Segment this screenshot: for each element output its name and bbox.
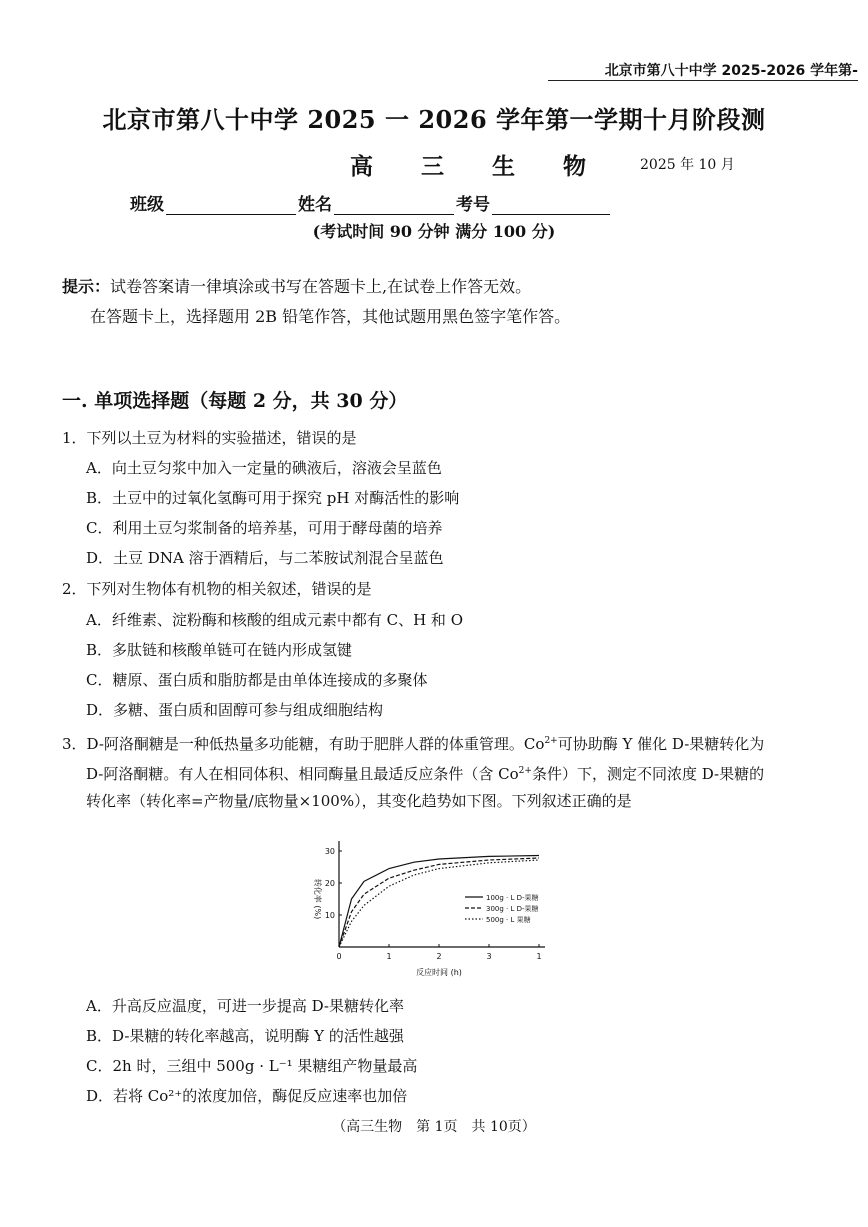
question-1-option-c: C．利用土豆匀浆制备的培养基，可用于酵母菌的培养 xyxy=(86,519,443,537)
question-3-stem-line-3: 转化率（转化率=产物量/底物量×100%），其变化趋势如下图。下列叙述正确的是 xyxy=(86,792,632,810)
question-1-stem: 1．下列以土豆为材料的实验描述，错误的是 xyxy=(62,429,357,447)
question-2-option-b: B．多肽链和核酸单链可在链内形成氢键 xyxy=(86,641,353,659)
y-axis-label: 转化率 (%) xyxy=(313,878,322,920)
legend-label-2: 300g · L D-果糖 xyxy=(486,905,539,913)
conversion-rate-chart xyxy=(305,835,565,980)
y-tick-label: 10 xyxy=(324,911,335,920)
x-tick-label: 2 xyxy=(436,952,442,961)
x-tick-label: 0 xyxy=(336,952,342,961)
number-blank xyxy=(492,196,610,215)
notice xyxy=(62,272,570,332)
legend-label-3: 500g · L 果糖 xyxy=(486,916,531,924)
header-divider xyxy=(548,80,858,81)
y-tick-label: 30 xyxy=(324,847,335,856)
question-3-stem-line-1: 3．D-阿洛酮糖是一种低热量多功能糖，有助于肥胖人群的体重管理。$Co^{2+}$可协助酶 Y 催化 D-果糖转化为 xyxy=(62,735,765,753)
legend-label-1: 100g · L D-果糖 xyxy=(486,894,539,902)
y-tick-label: 20 xyxy=(324,879,335,888)
question-2-option-c: C．糖原、蛋白质和脂肪都是由单体连接成的多聚体 xyxy=(86,671,428,689)
x-axis-label: 反应时间 (h) xyxy=(416,968,462,977)
name-blank xyxy=(334,196,454,215)
question-2-option-a: A．纤维素、淀粉酶和核酸的组成元素中都有 C、H 和 O xyxy=(86,611,463,629)
notice-line-1: 提示：试卷答案请一律填涂或书写在答题卡上,在试卷上作答无效。 xyxy=(62,277,532,296)
notice-label: 提示： xyxy=(62,277,111,296)
name-label: 姓名 xyxy=(298,195,332,215)
question-3-option-c: C．2h 时，三组中 500g · L⁻¹ 果糖组产物量最高 xyxy=(86,1057,418,1075)
question-3-option-d: D．若将 Co²⁺的浓度加倍，酶促反应速率也加倍 xyxy=(86,1087,408,1105)
section-title: 一. 单项选择题（每题 2 分，共 30 分） xyxy=(62,390,408,412)
class-label: 班级 xyxy=(130,195,164,215)
header-tag: 北京市第八十中学 2025-2026 学年第- xyxy=(604,63,858,79)
series-line-3 xyxy=(339,860,539,947)
question-3-stem-line-2: D-阿洛酮糖。有人在相同体积、相同酶量且最适反应条件（含 $Co^{2+}$条件）下，测定不同浓度 D-果糖的 xyxy=(86,765,765,783)
exam-title: 北京市第八十中学 2025 一 2026 学年第一学期十月阶段测 xyxy=(102,105,766,134)
exam-date: 2025 年 10 月 xyxy=(640,157,735,173)
x-tick-label: 3 xyxy=(486,952,492,961)
question-3-option-b: B．D-果糖的转化率越高，说明酶 Y 的活性越强 xyxy=(86,1027,404,1045)
subject-title: 高 三 生 物 xyxy=(350,153,607,180)
question-1-option-b: B．土豆中的过氧化氢酶可用于探究 pH 对酶活性的影响 xyxy=(86,489,460,507)
exam-info: (考试时间 90 分钟 满分 100 分) xyxy=(312,222,556,241)
notice-line-2: 在答题卡上，选择题用 2B 铅笔作答，其他试题用黑色签字笔作答。 xyxy=(90,307,571,326)
page-footer: （高三生物 第 1页 共 10页） xyxy=(332,1119,536,1135)
series-line-2 xyxy=(339,858,539,947)
question-2-option-d: D．多糖、蛋白质和固醇可参与组成细胞结构 xyxy=(86,701,384,719)
number-label: 考号 xyxy=(456,195,490,215)
question-1-option-d: D．土豆 DNA 溶于酒精后，与二苯胺试剂混合呈蓝色 xyxy=(86,549,444,567)
student-info-row xyxy=(130,190,612,215)
x-tick-label: 1 xyxy=(536,952,542,961)
class-blank xyxy=(166,196,296,215)
question-2-stem: 2．下列对生物体有机物的相关叙述，错误的是 xyxy=(62,580,372,598)
question-3-option-a: A．升高反应温度，可进一步提高 D-果糖转化率 xyxy=(86,997,404,1015)
question-1-option-a: A．向土豆匀浆中加入一定量的碘液后，溶液会呈蓝色 xyxy=(86,459,442,477)
x-tick-label: 1 xyxy=(386,952,392,961)
